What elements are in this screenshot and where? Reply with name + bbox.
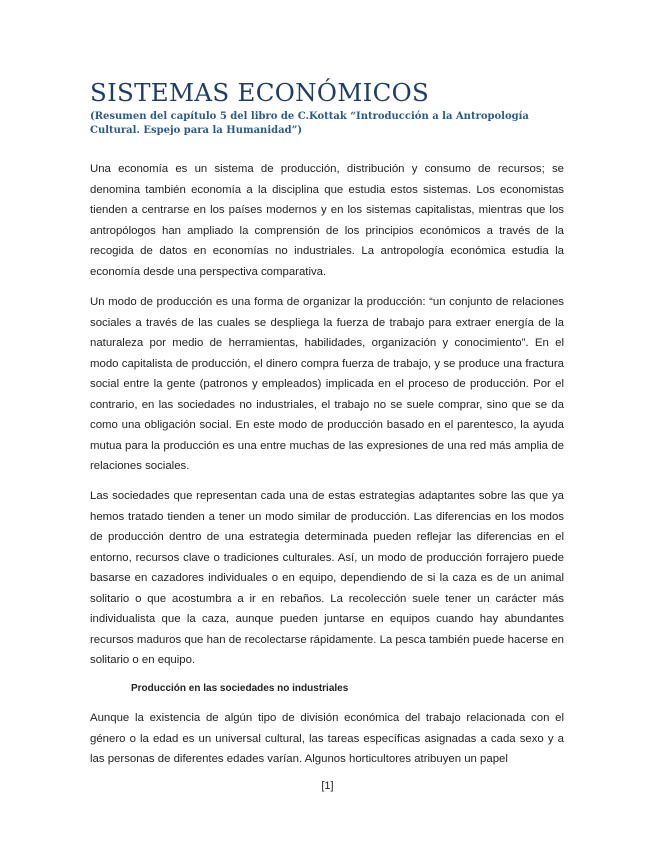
paragraph-modo-produccion: Un modo de producción es una forma de organizar la producción: “un conjunto de relaciones sociales a través de las cuales se despliega la fuerza de trabajo para extraer energía de la naturaleza por medio de herramientas, habilidades, organización y conocimiento”. En el modo capitalista de producción, el dinero compra fuerza de trabajo, y se produce una fractura social entre la gente (patronos y empleados) implicada en el proceso de producción. Por el contrario, en las sociedades no industriales, el trabajo no se suele comprar, sino que se da como una obligación social. En este modo de producción basado en el parentesco, la ayuda mutua para la producción es una entre muchas de las expresiones de una red más amplia de relaciones sociales.: [90, 296, 564, 472]
paragraph-division-trabajo: Aunque la existencia de algún tipo de división económica del trabajo relacionada con el género o la edad es un universal cultural, las tareas específicas asignadas a cada sexo y a las personas de diferentes edades varían. Algunos horticultores atribuyen un papel: [90, 712, 564, 765]
section-heading: Producción en las sociedades no industriales: [131, 683, 349, 694]
paragraph-economia: Una economía es un sistema de producción, distribución y consumo de recursos; se denomina también economía a la disciplina que estudia estos sistemas. Los economistas tienden a centrarse en los países modernos y en los sistemas capitalistas, mientras que los antropólogos han ampliado la comprensión de los principios económicos a través de la recogida de datos en economías no industriales. La antropología económica estudia la economía desde una perspectiva comparativa.: [90, 163, 564, 278]
document-title: SISTEMAS ECONÓMICOS: [90, 78, 430, 107]
page-number: [1]: [321, 780, 334, 792]
document-subtitle: (Resumen del capítulo 5 del libro de C.Kottak “Introducción a la Antropología Cultural. Espejo para la Humanidad”): [90, 111, 529, 136]
paragraph-estrategias: Las sociedades que representan cada una de estas estrategias adaptantes sobre las que ya hemos tratado tienden a tener un modo similar de producción. Las diferencias en los modos de producción dentro de una estrategia determinada pueden reflejar las diferencias en el entorno, recursos clave o tradiciones culturales. Así, un modo de producción forrajero puede basarse en cazadores individuales o en equipo, dependiendo de si la caza es de un animal solitario o que acostumbra a ir en rebaños. La recolección suele tener un carácter más individualista que la caza, aunque pueden juntarse en equipos cuando hay abundantes recursos maduros que han de recolectarse rápidamente. La pesca también puede hacerse en solitario o en equipo.: [90, 490, 564, 666]
